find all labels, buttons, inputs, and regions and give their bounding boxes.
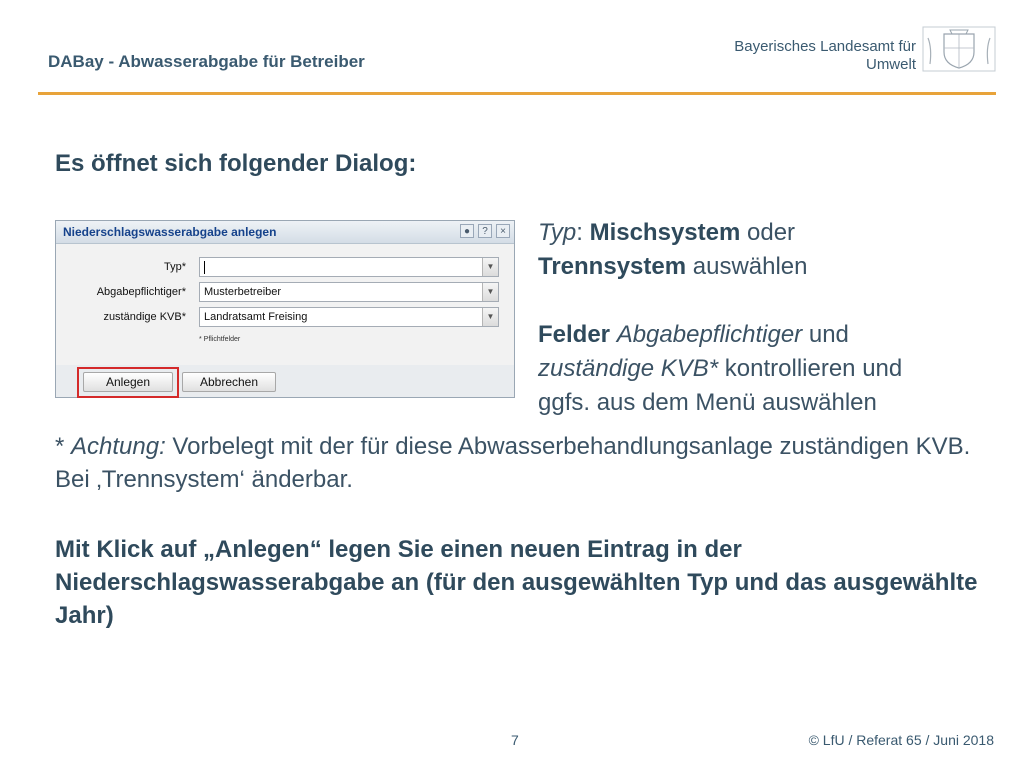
abbrechen-button[interactable]: Abbrechen: [182, 372, 276, 392]
question-icon[interactable]: ?: [478, 224, 492, 238]
dialog-titlebar: [56, 221, 514, 244]
kvb-value: Landratsamt Freising: [204, 311, 308, 323]
help-icon[interactable]: ●: [460, 224, 474, 238]
anlegen-explanation: Mit Klick auf „Anlegen“ legen Sie einen neuen Eintrag in der Niederschlagswasserabgabe an (für den ausgewählten Typ und das ausgewählte Jahr): [55, 536, 978, 629]
typ-label: Typ*: [163, 261, 186, 273]
typ-select[interactable]: [199, 257, 499, 277]
header-divider: [38, 92, 996, 95]
copyright-footer: © LfU / Referat 65 / Juni 2018: [808, 732, 994, 748]
auswaehlen-text: auswählen: [686, 253, 808, 280]
mischsystem-text: Mischsystem: [589, 219, 741, 246]
bavarian-crest-logo: [922, 26, 996, 72]
ggfs-text: ggfs. aus dem Menü auswählen: [538, 389, 877, 416]
oder-text: oder: [740, 219, 796, 246]
dialog-title: Niederschlagswasserabgabe anlegen: [63, 225, 277, 239]
abgabepflichtiger-value: Musterbetreiber: [204, 286, 282, 298]
field-row-abgabepflichtiger: [56, 282, 516, 302]
typ-word: Typ: [538, 219, 577, 246]
close-icon[interactable]: ×: [496, 224, 510, 238]
page-number: 7: [511, 732, 519, 748]
field-row-typ: [56, 257, 516, 277]
abgabepflichtiger-label: Abgabepflichtiger*: [96, 286, 186, 298]
felder-word: Felder: [538, 321, 611, 348]
chevron-down-icon[interactable]: ▼: [482, 308, 498, 326]
kvb-label: zuständige KVB*: [103, 311, 186, 323]
abgabepflichtiger-word: Abgabepflichtiger: [616, 321, 803, 348]
organization-line-2: Umwelt: [865, 56, 916, 73]
note-text: Vorbelegt mit der für diese Abwasserbehandlungsanlage zuständigen KVB. Bei ‚Trennsystem‘ änderbar.: [55, 433, 971, 493]
achtung-word: Achtung:: [71, 433, 166, 460]
kontrollieren-text: kontrollieren und: [718, 355, 903, 382]
anlegen-highlight-frame: [77, 367, 179, 398]
text-cursor: [204, 261, 205, 274]
slide-heading: Es öffnet sich folgender Dialog:: [55, 150, 417, 177]
kvb-select[interactable]: [199, 307, 499, 327]
typ-colon: :: [576, 219, 590, 246]
chevron-down-icon[interactable]: ▼: [482, 258, 498, 276]
anlegen-button[interactable]: Anlegen: [83, 372, 173, 392]
presentation-title: DABay - Abwasserabgabe für Betreiber: [48, 52, 365, 71]
achtung-note: [55, 430, 985, 496]
organization-line-1: Bayerisches Landesamt für: [734, 38, 916, 55]
organization-name: [734, 38, 916, 74]
required-fields-note: * Pflichtfelder: [199, 336, 241, 343]
typ-instruction: [538, 216, 808, 284]
und-text: und: [802, 321, 849, 348]
abgabepflichtiger-select[interactable]: [199, 282, 499, 302]
chevron-down-icon[interactable]: ▼: [482, 283, 498, 301]
field-row-kvb: [56, 307, 516, 327]
felder-instruction: [538, 318, 902, 420]
trennsystem-text: Trennsystem: [538, 253, 687, 280]
note-star: *: [55, 433, 72, 460]
kvb-word: zuständige KVB*: [538, 355, 719, 382]
